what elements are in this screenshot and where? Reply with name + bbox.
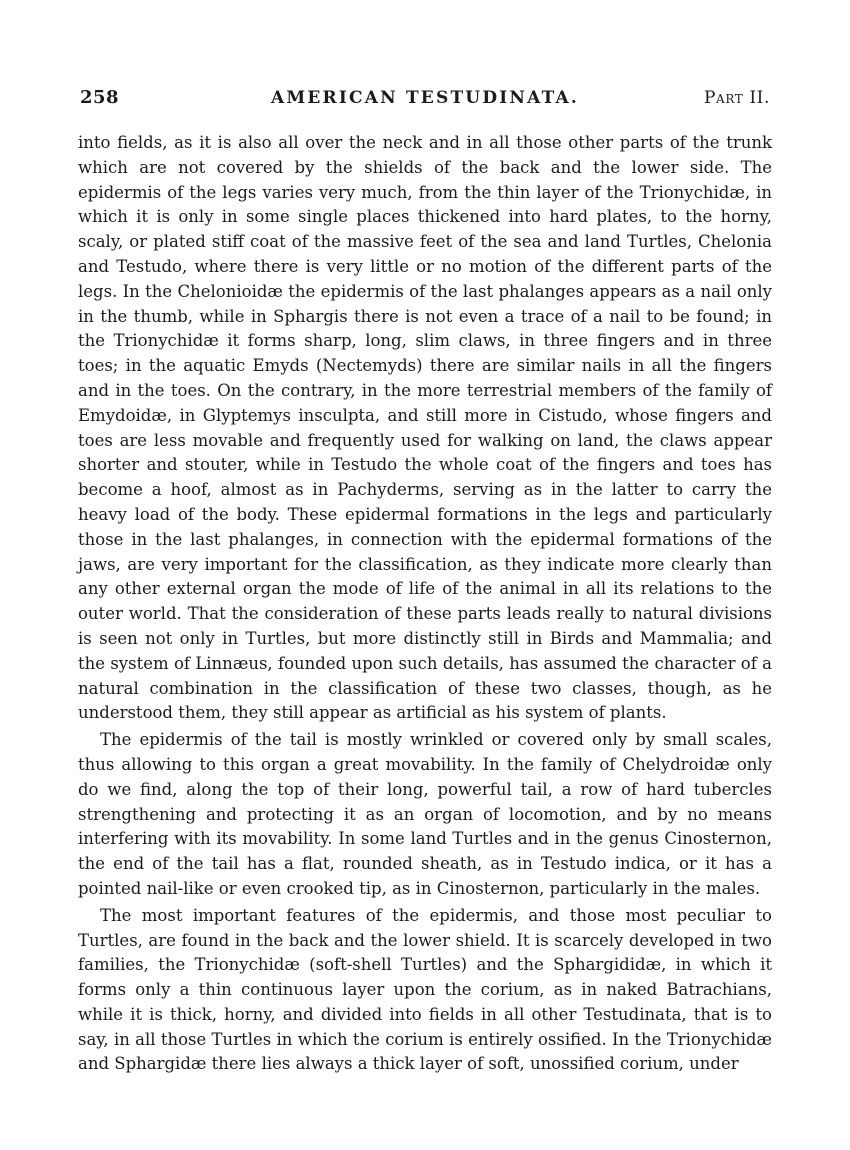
page-number: 258 [80,87,120,108]
part-label: Part II. [704,88,770,108]
paragraph-shield-epidermis: The most important features of the epidermis, and those most peculiar to Turtles, are found in the back and the lower shield. It is scarcely developed in two families, the Trionychidæ (soft-shell Turtles) and the Sphargididæ, in which it forms only a thin continuous layer upon the corium, as in naked Batrachians, while it is thick, horny, and divided into fields in all other Testudinata, that is to say, in all those Turtles in which the corium is entirely ossified. In the Trionychidæ and Sphargidæ there lies always a thick layer of soft, unossified corium, under [78,905,772,1074]
running-title: AMERICAN TESTUDINATA. [270,88,580,108]
running-header [80,86,770,110]
paragraph-continued: into fields, as it is also all over the neck and in all those other parts of the trunk which are not covered by the shields of the back and the lower side. The epidermis of the legs varies very much, from the thin layer of the Trionychidæ, in which it is only in some single places thickened into hard plates, to the horny, scaly, or plated stiff coat of the massive feet of the sea and land Turtles, Chelonia and Testudo, where there is very little or no motion of the different parts of the legs. In the Chelonioidæ the epidermis of the last phalanges appears as a nail only in the thumb, while in Sphargis there is not even a trace of a nail to be found; in the Trionychidæ it forms sharp, long, slim claws, in three fingers and in three toes; in the aquatic Emyds (Nectemyds) there are similar nails in all the fingers and in the toes. On the contrary, in the more terrestrial members of the family of Emydoidæ, in Glyptemys insculpta, and still more in Cistudo, whose fingers and toes are less movable and frequently used for walking on land, the claws appear shorter and stouter, while in Testudo the whole coat of the fingers and toes has become a hoof, almost as in Pachyderms, serving as in the latter to carry the heavy load of the body. These epidermal formations in the legs and particularly those in the last phalanges, in connection with the epidermal formations of the jaws, are very important for the classification, as they indicate more clearly than any other external organ the mode of life of the animal in all its relations to the outer world. That the consideration of these parts leads really to natural divisions is seen not only in Turtles, but more distinctly still in Birds and Mammalia; and the system of Linnæus, founded upon such details, has assumed the character of a natural combination in the classification of these two classes, though, as he understood them, they still appear as artificial as his system of plants. [78,133,772,723]
body-text [78,131,772,1077]
paragraph-tail-epidermis: The epidermis of the tail is mostly wrinkled or covered only by small scales, thus allowing to this organ a great movability. In the family of Chelydroidæ only do we find, along the top of their long, powerful tail, a row of hard tubercles strengthening and protecting it as an organ of locomotion, and by no means interfering with its movability. In some land Turtles and in the genus Cinosternon, the end of the tail has a flat, rounded sheath, as in Testudo indica, or it has a pointed nail-like or even crooked tip, as in Cinosternon, particularly in the males. [78,730,772,898]
